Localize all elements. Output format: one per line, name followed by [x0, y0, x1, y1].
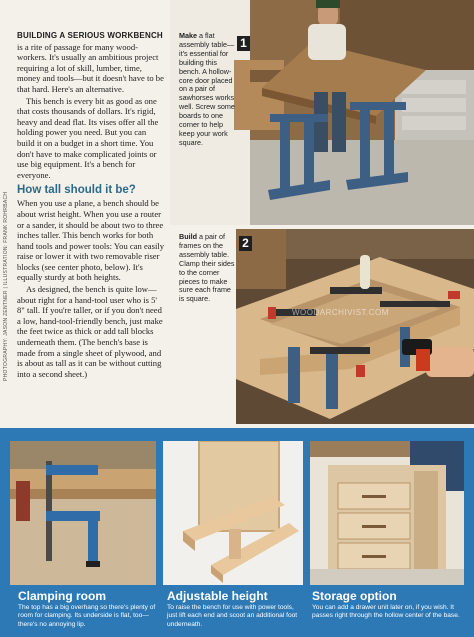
photo-credit-text: PHOTOGRAPHY: JASON ZENTNER | ILLUSTRATION: FRANK ROHRBACH [3, 191, 9, 381]
feature-title-adjustable-height: Adjustable height [167, 589, 268, 603]
adjustable-height-photo [163, 441, 303, 585]
step-2-number: 2 [239, 236, 252, 251]
intro-text: is a rite of passage for many wood-workers. It's usually an ambitious project requiring a lot of skill, lumber, time, money and tools—but it doesn't have to be that hard. Here's an alternative. [17, 41, 164, 94]
watermark: WOODARCHIVIST.COM [292, 308, 389, 317]
step-1-lead: Make [179, 31, 197, 40]
riser-block-illustration [163, 441, 303, 585]
feature-text-clamping-room: The top has a big overhang so there's plenty of room for clamping. Its underside is flat, too—there's no annoying lip. [18, 604, 156, 628]
step-2-text: a pair of frames on the assembly table. Clamp their sides to the corner pieces to make sure each frame is square. [179, 232, 235, 304]
storage-option-photo [310, 441, 464, 585]
photo-credit [0, 150, 12, 390]
section-subhead: How tall should it be? [17, 184, 136, 197]
paragraph-2: This bench is every bit as good as one that costs thousands of dollars. It's rigid, heavy and dead flat. Its vises offer all the holding power you need. But you can build it on a budget in a short time. You don't have to make complicated joints or use big equipment. It's a bench for everyone. [17, 95, 159, 180]
step-1-caption [179, 32, 235, 148]
step-1-number: 1 [237, 36, 250, 51]
step-2-lead: Build [179, 232, 197, 241]
paragraph-4: As designed, the bench is quite low—about right for a hand-tool user who is 5' 8" tall. If you're taller, or if you don't need a low, hand-tool-friendly bench, just make the feet twice as thick or add tall blocks underneath them. (The bench's base is made from a single sheet of plywood, and is about as tall as it can be without cutting into a second sheet.) [17, 284, 163, 379]
feature-text-storage-option: You can add a drawer unit later on, if you wish. It passes right through the hollow center of the base. [312, 604, 460, 620]
clamp-illustration [10, 441, 156, 585]
drawer-unit-illustration [310, 441, 464, 585]
feature-text-adjustable-height: To raise the bench for use with power tools, just lift each end and scoot an additional foot underneath. [167, 604, 298, 628]
clamping-room-photo [10, 441, 156, 585]
paragraph-3: When you use a plane, a bench should be about wrist height. When you use a router or a sander, it should be about two to three inches taller. This bench works for both hand tools and power tools: You can easily raise or lower it with two removable riser blocks (see center photo, below). It's equally sturdy at both heights. [17, 198, 165, 283]
feature-title-clamping-room: Clamping room [18, 589, 107, 603]
step-2-caption [179, 233, 235, 304]
step-1-text: a flat assembly table—it's essential for building this bench. A hollow-core door placed on a pair of sawhorses works well. Screw some boards to one corner to help keep your work square. [179, 31, 235, 147]
feature-title-storage-option: Storage option [312, 589, 397, 603]
article-body [17, 30, 165, 380]
intro-paragraph [17, 30, 165, 95]
article-runin-title: BUILDING A SERIOUS WORKBENCH [17, 31, 163, 40]
